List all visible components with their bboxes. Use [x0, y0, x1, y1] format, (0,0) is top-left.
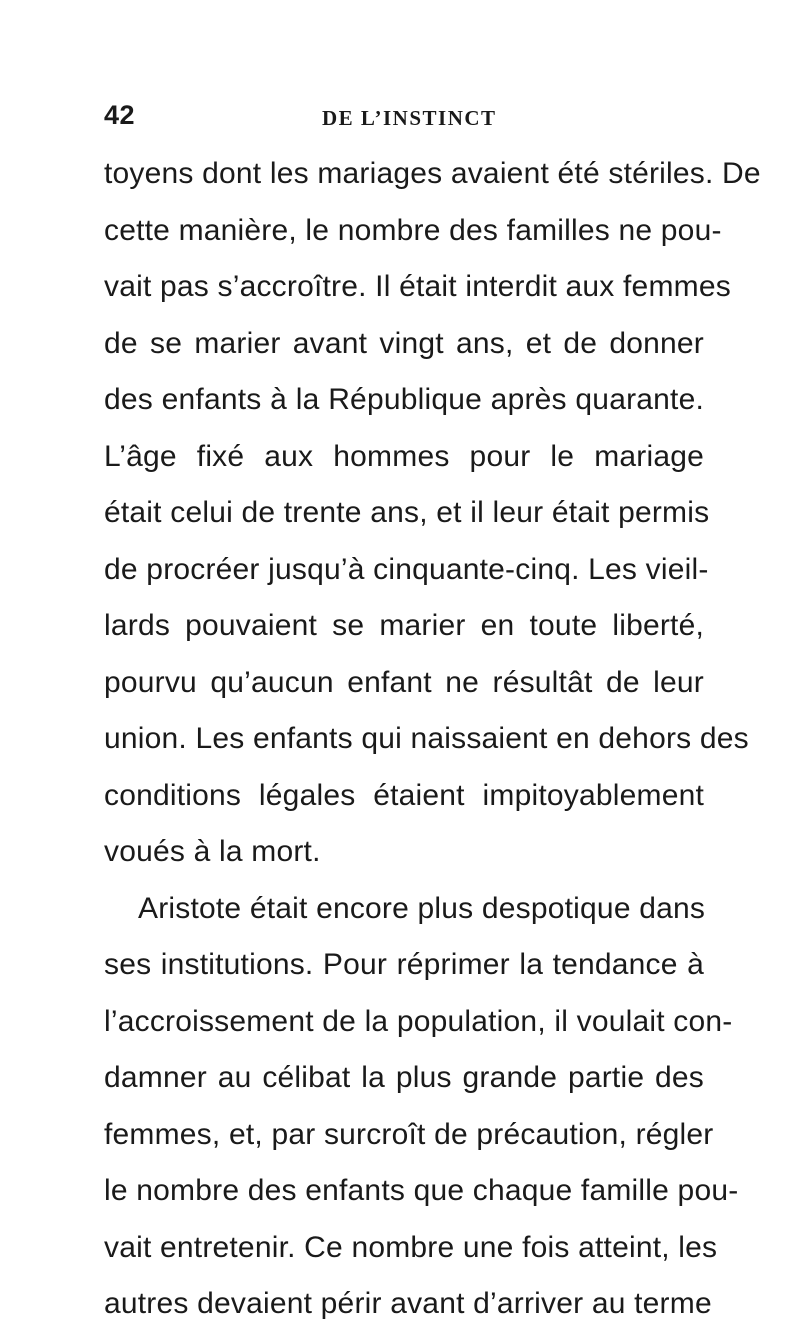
text-line: de se marier avant vingt ans, et de donner	[104, 326, 704, 360]
text-line: conditions légales étaient impitoyablement	[104, 778, 704, 812]
text-line: union. Les enfants qui naissaient en dehors des	[104, 722, 749, 755]
text-line: vait pas s’accroître. Il était interdit aux femmes	[104, 270, 731, 303]
text-line: de procréer jusqu’à cinquante-cinq. Les vieil-	[104, 552, 709, 586]
text-line: des enfants à la République après quarante.	[104, 383, 704, 416]
paragraph-start-line: Aristote était encore plus despotique dans	[138, 891, 706, 925]
text-line: l’accroissement de la population, il voulait con-	[104, 1004, 733, 1038]
paragraph-end-line: voués à la mort.	[104, 835, 321, 868]
text-line: était celui de trente ans, et il leur était permis	[104, 496, 710, 529]
text-line: vait entretenir. Ce nombre une fois atteint, les	[104, 1230, 718, 1264]
text-line: toyens dont les mariages avaient été stériles. De	[104, 157, 761, 190]
running-head	[104, 100, 694, 136]
text-line: femmes, et, par surcroît de précaution, régler	[104, 1117, 714, 1151]
text-line: ses institutions. Pour réprimer la tendance à	[104, 948, 704, 981]
text-line: damner au célibat la plus grande partie des	[104, 1061, 704, 1094]
text-line: L’âge fixé aux hommes pour le mariage	[104, 439, 704, 473]
text-line: cette manière, le nombre des familles ne pou-	[104, 213, 722, 247]
page-number: 42	[104, 100, 136, 130]
text-line: lards pouvaient se marier en toute liberté,	[104, 609, 704, 642]
running-title: DE L’INSTINCT	[322, 106, 497, 130]
body-text	[104, 146, 761, 1333]
text-line: le nombre des enfants que chaque famille pou-	[104, 1174, 739, 1207]
text-line: autres devaient périr avant d’arriver au terme	[104, 1287, 712, 1320]
text-line: pourvu qu’aucun enfant ne résultât de leur	[104, 665, 704, 699]
